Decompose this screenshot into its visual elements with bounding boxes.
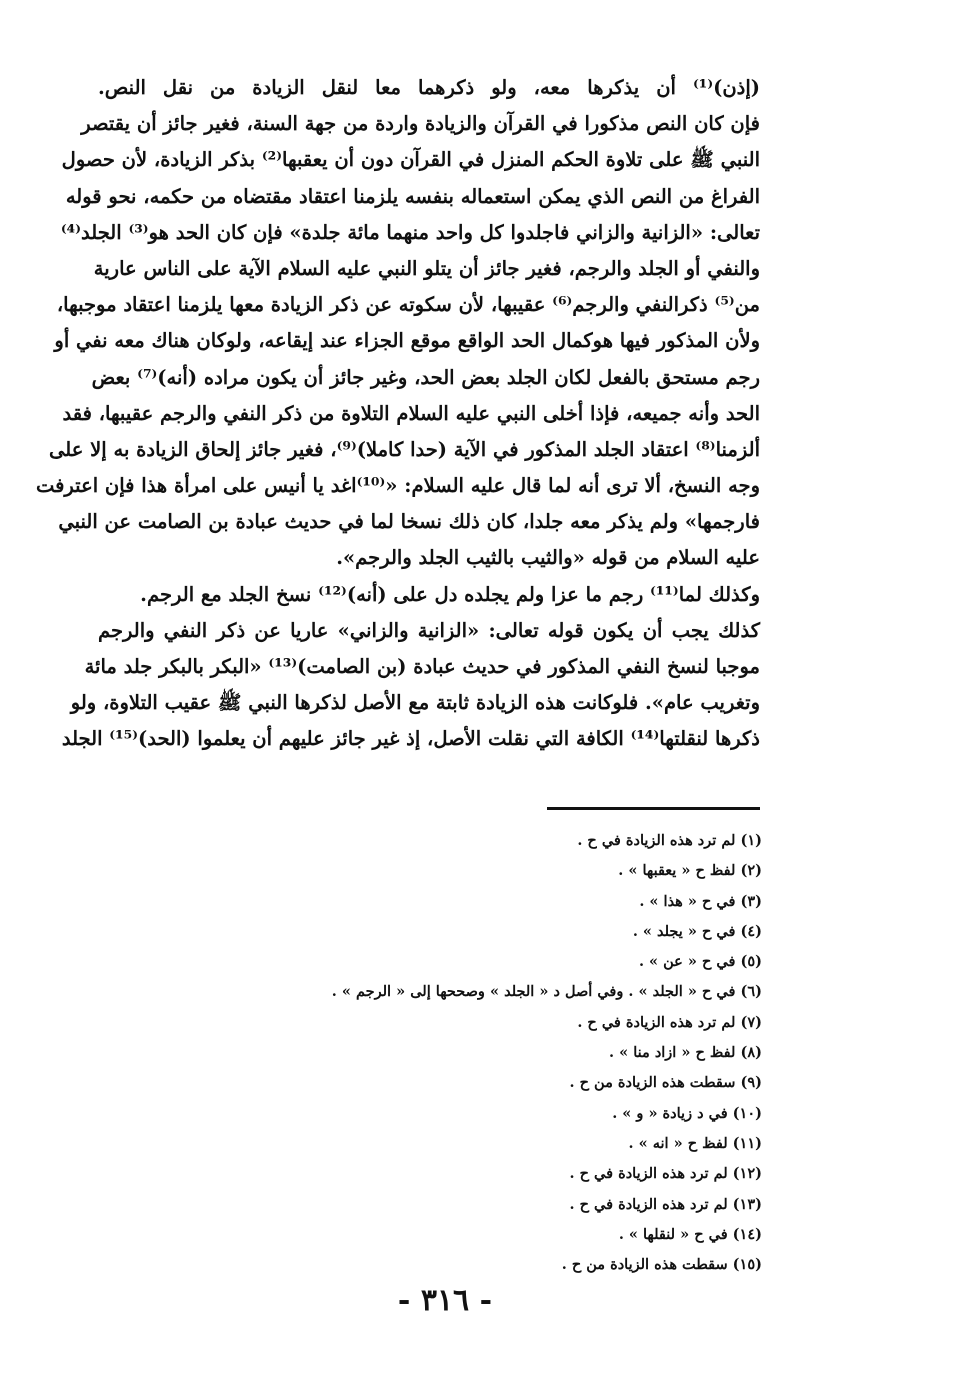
text-line: وتغريب عام». فلوكانت هذه الزيادة ثابتة مع الأصل لذكرها النبي ﷺ عقيب التلاوة، ولو [70,691,760,715]
footnote: (٣) في ح « هذا » . [639,892,762,910]
footnote: (٧) لم ترد هذه الزيادة في ح . [577,1013,762,1031]
footnotes [300,826,762,1280]
text-line: وجه النسخ، ألا ترى أنه لما قال عليه السلام: «⁽¹⁰⁾اغد يا أنيس على امرأة هذا فإن اعترفت [35,474,760,498]
footnote: (١٤) في ح « لنقلها » . [618,1225,762,1243]
footnote: (١٥) سقطت هذه الزيادة من ح . [561,1256,762,1274]
footnote: (٤) في ح « يجلد » . [632,922,762,940]
footnote: (٩) سقطت هذه الزيادة من ح . [569,1074,762,1092]
footnote: (١٣) لم ترد هذه الزيادة في ح . [569,1195,762,1213]
text-line: الحد وأنه جميعه، فإذا أخلى النبي عليه السلام التلاوة من ذكر النفي والرجم عقيبها، فقد [62,401,760,425]
text-line: والنفي أو الجلد والرجم، فغير جائز أن يتلو النبي عليه السلام الآية على الناس عارية [93,256,760,280]
footnote-separator [547,807,760,810]
footnote: (١٢) لم ترد هذه الزيادة في ح . [569,1165,762,1183]
text-line: (إذن)⁽¹⁾ أن يذكرها معه، ولو ذكرهما معا لنقل الزيادة من نقل النص. [98,76,760,99]
page-number: - ٣١٦ - [397,1283,493,1318]
text-line: ألزمنا⁽⁸⁾ اعتقاد الجلد المذكور في الآية (حدا كاملا)⁽⁹⁾، فغير جائز إلحاق الزيادة به إلا على [49,437,760,461]
text-line: فإن كان النص مذكورا في القرآن والزيادة واردة من جهة السنة، فغير جائز أن يقتصر [81,112,760,136]
footnote: (١١) لفظ ح « انه » . [628,1134,762,1152]
footnote: (١٠) في د زيادة « و » . [612,1104,762,1122]
text-line: النبي ﷺ على تلاوة الحكم المنزل في القرآن دون أن يعقبها⁽²⁾ بذكر الزيادة، لأن حصول [61,148,760,172]
text-line: موجبا لنسخ النفي المذكور في حديث عبادة (بن الصامت)⁽¹³⁾ «البكر بالبكر جلد مائة [84,655,760,678]
footnote: (٨) لفظ ح « ازاد منا » . [609,1044,762,1062]
footnote: (٥) في ح « عن » . [638,953,762,971]
text-line: رجم مستحق بالفعل لكان الجلد بعض الحد، وغير جائز أن يكون مراده (أنه)⁽⁷⁾ بعض [91,365,760,389]
footnote: (٢) لفظ ح « يعقبها » . [618,862,762,880]
text-line: وكذلك لما⁽¹¹⁾ رجم ما عزا ولم يجلده دل على (أنه)⁽¹²⁾ نسخ الجلد مع الرجم. [140,582,760,606]
text-line: من⁽⁵⁾ ذكرالنفي والرجم⁽⁶⁾ عقيبها، لأن سكوته عن ذكر الزيادة معها يلزمنا اعتقاد موجبها، [56,293,760,317]
text-line: تعالى: «الزانية والزاني فاجلدوا كل واحد منهما مائة جلدة» فإن كان الحد هو⁽³⁾ الجلد⁽⁴⁾ [60,220,760,244]
footnote: (١) لم ترد هذه الزيادة في ح . [577,832,762,849]
footnote: (٦) في ح « الجلد » . وفي أصل د « الجلد » وصححها إلى « الرجم » . [331,983,762,1001]
text-line: ولأن المذكور فيها هوكمال الحد الواقع موقع الجزاء عند إيقاعه، ولوكان هناك معه نفي أو [54,329,760,353]
text-line: الفراغ من النص الذي يمكن استعماله بنفسه يلزمنا اعتقاد مقتضاه من حكمه، نحو قوله [65,184,760,208]
main-text [35,70,760,758]
text-line: عليه السلام من قوله «والثيب بالثيب الجلد والرجم». [336,546,760,570]
text-line: كذلك يجب أن يكون قوله تعالى: «الزانية والزاني» عاريا عن ذكر النفي والرجم [98,618,760,642]
text-line: فارجمها» ولم يذكر معه جلدا، كان ذلك نسخا لما في حديث عبادة بن الصامت عن النبي [58,510,760,534]
text-line: ذكرها لنقلتها⁽¹⁴⁾ الكافة التي نقلت الأصل، إذ غير جائز عليهم أن يعلموا (الحد)⁽¹⁵⁾ الجلد [61,727,760,751]
